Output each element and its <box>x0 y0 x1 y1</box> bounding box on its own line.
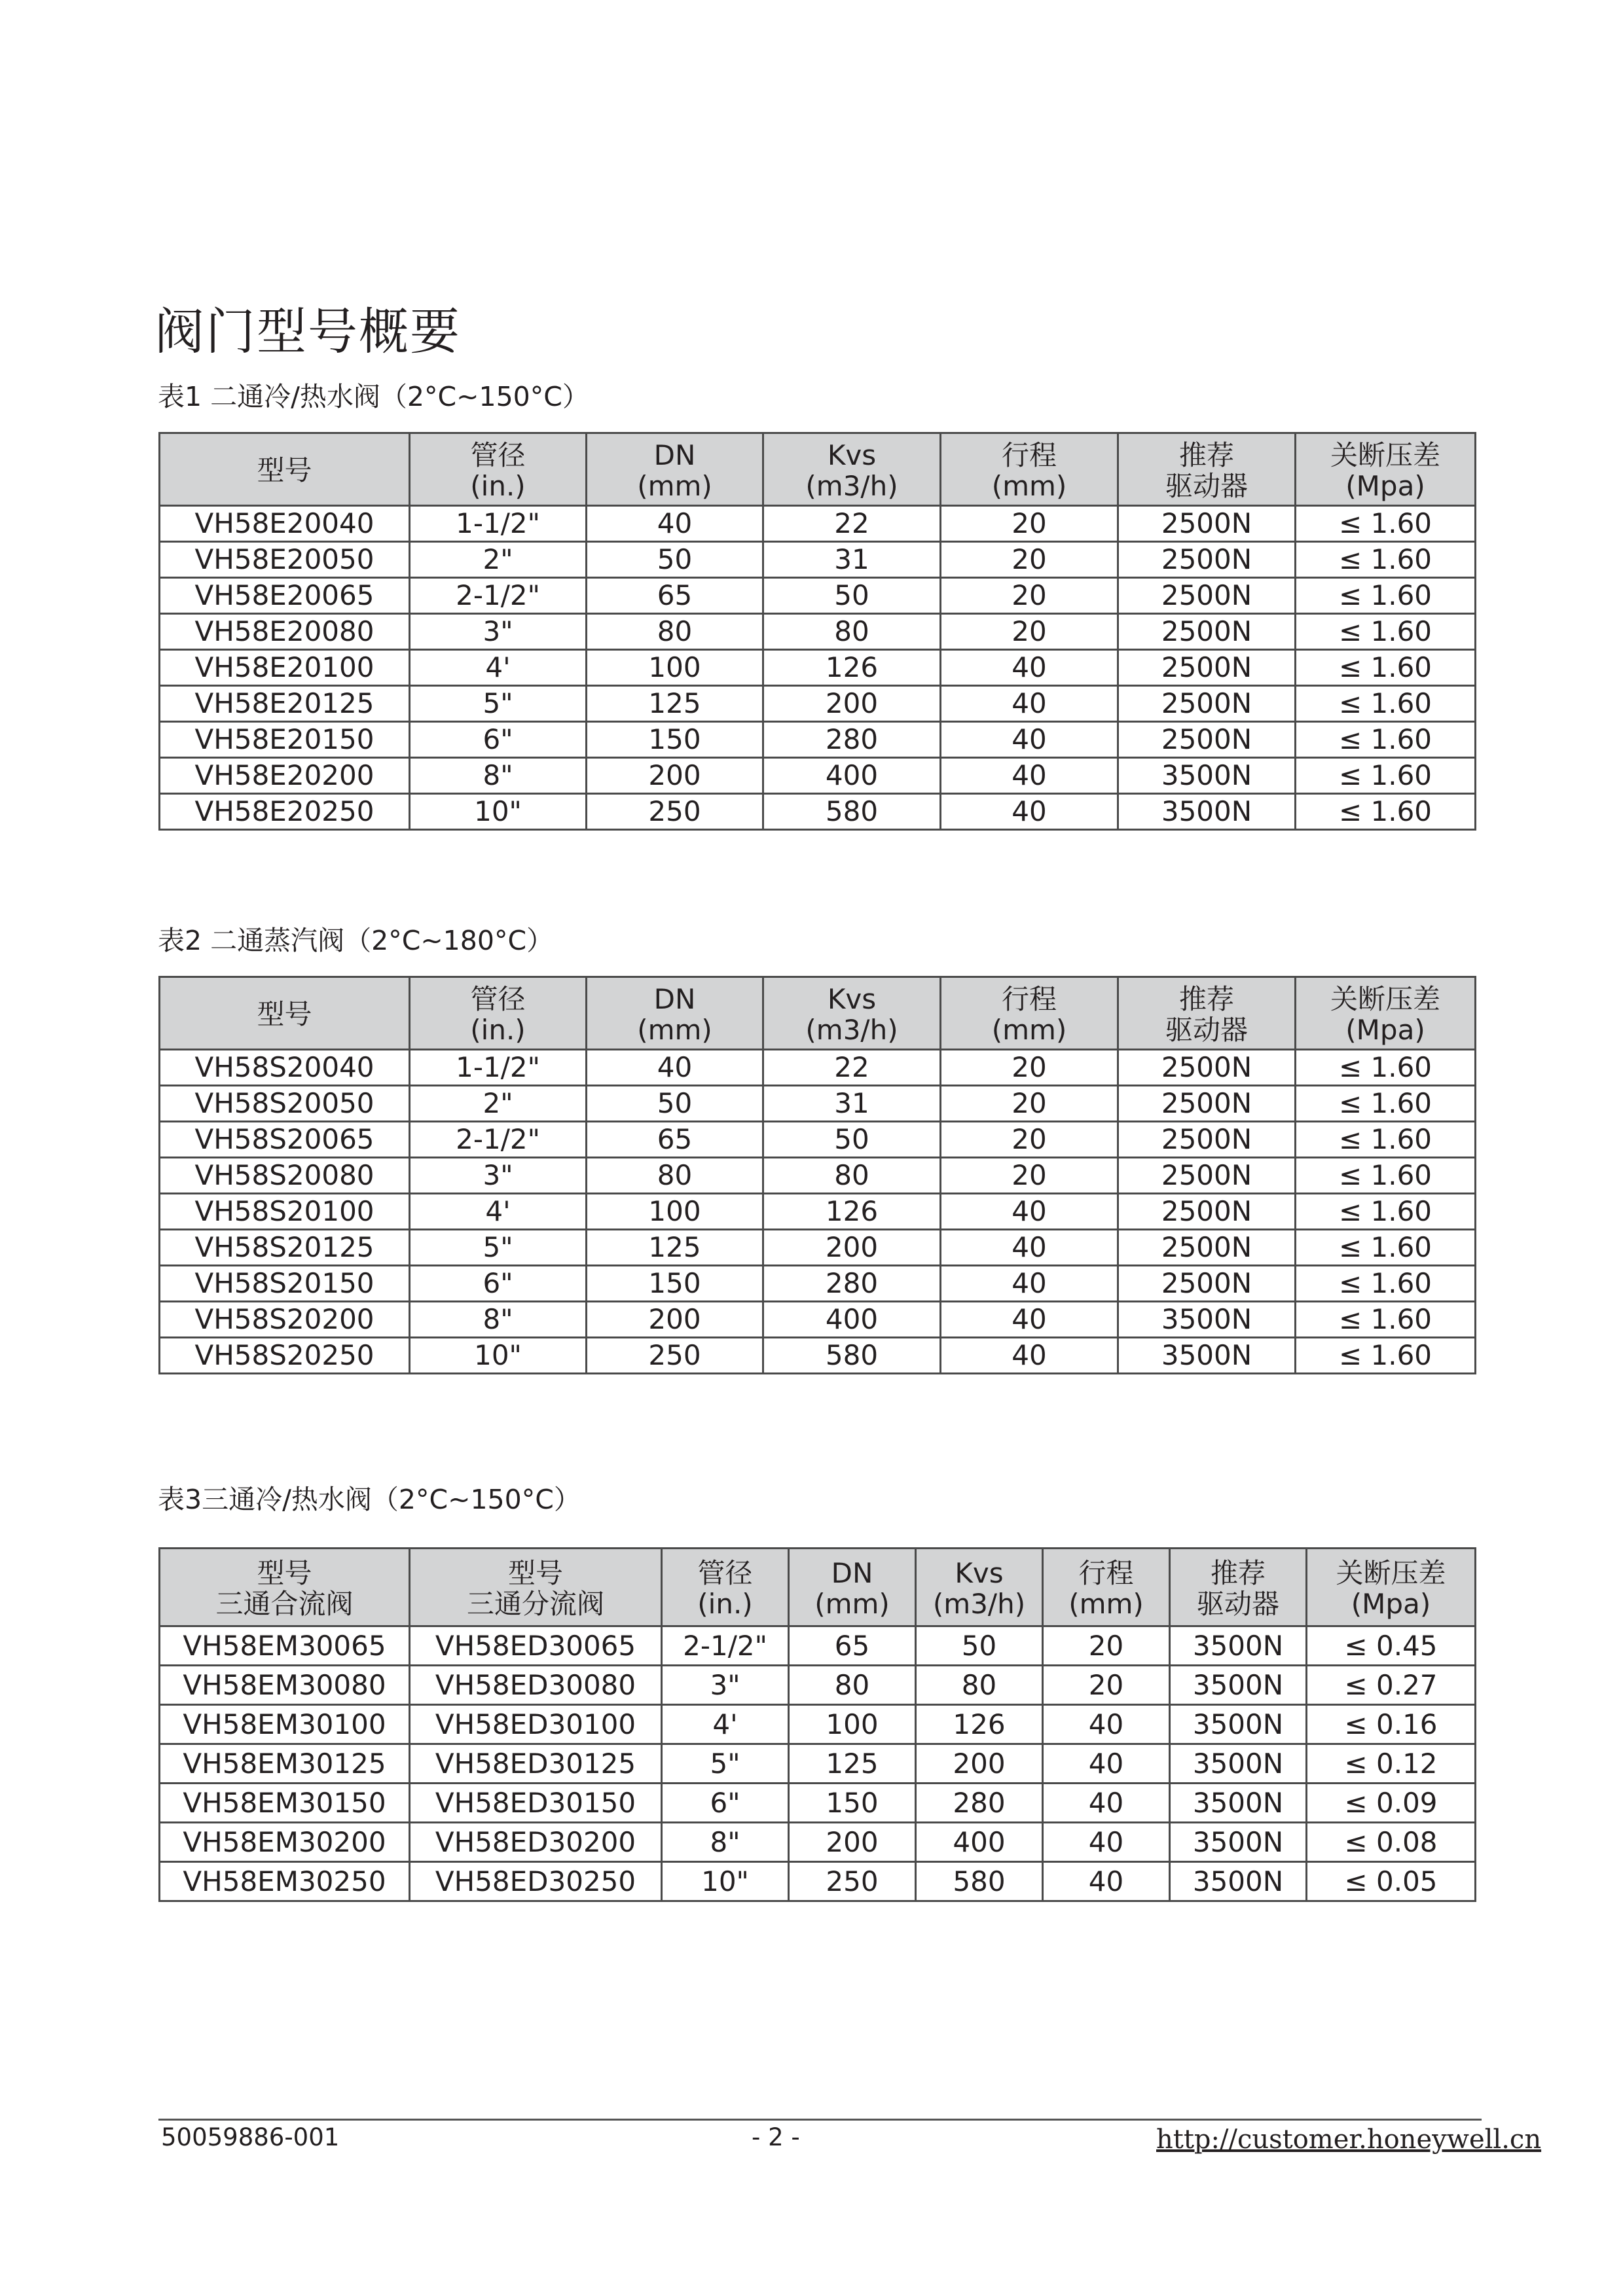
table-cell: 20 <box>1043 1666 1170 1705</box>
table-cell: ≤ 1.60 <box>1296 1158 1476 1194</box>
table-cell: ≤ 1.60 <box>1296 1050 1476 1086</box>
table-cell: 10" <box>410 1338 587 1374</box>
table-header <box>160 977 1476 1050</box>
table-cell: ≤ 0.12 <box>1307 1744 1476 1784</box>
table-cell: 80 <box>587 1158 763 1194</box>
table-header <box>160 1549 1476 1626</box>
table-cell: VH58S20040 <box>160 1050 410 1086</box>
column-header-text: 管径 <box>470 439 526 471</box>
table-cell: 3500N <box>1170 1744 1307 1784</box>
table-cell: VH58S20125 <box>160 1230 410 1266</box>
table-cell: VH58E20100 <box>160 650 410 686</box>
table-cell: 200 <box>789 1823 916 1862</box>
table-cell: VH58E20050 <box>160 542 410 578</box>
column-header-text: 型号 <box>507 1556 563 1589</box>
column-header-text: (mm) <box>991 470 1067 502</box>
table-cell: ≤ 1.60 <box>1296 506 1476 542</box>
table-cell: ≤ 1.60 <box>1296 1230 1476 1266</box>
table-cell: 3500N <box>1170 1862 1307 1901</box>
table-cell: 10" <box>410 794 587 830</box>
table-cell: VH58ED30125 <box>410 1744 662 1784</box>
table-cell: 2500N <box>1118 578 1296 614</box>
column-header <box>1043 1549 1170 1626</box>
column-header <box>789 1549 916 1626</box>
column-header-text: Kvs <box>827 439 877 471</box>
table-cell: 80 <box>789 1666 916 1705</box>
column-header-text: (in.) <box>697 1588 753 1620</box>
table-cell: 3500N <box>1170 1626 1307 1666</box>
table-cell: VH58EM30100 <box>160 1705 410 1744</box>
table-row <box>160 722 1476 758</box>
table-row <box>160 1666 1476 1705</box>
table-cell: ≤ 1.60 <box>1296 758 1476 794</box>
table-cell: 3500N <box>1170 1823 1307 1862</box>
table-2-caption: 表2 二通蒸汽阀（2°C~180°C） <box>158 925 554 956</box>
table-cell: ≤ 0.45 <box>1307 1626 1476 1666</box>
table-row <box>160 1158 1476 1194</box>
website-link[interactable]: http://customer.honeywell.cn <box>1156 2125 1542 2155</box>
header-row <box>160 977 1476 1050</box>
column-header <box>1118 977 1296 1050</box>
table-row <box>160 1086 1476 1122</box>
table-cell: VH58E20125 <box>160 686 410 722</box>
table-cell: 50 <box>587 1086 763 1122</box>
table-cell: 2500N <box>1118 542 1296 578</box>
column-header-text: DN <box>653 982 696 1015</box>
column-header-text: 管径 <box>470 982 526 1015</box>
table-cell: 20 <box>941 1086 1118 1122</box>
table-cell: 280 <box>763 1266 941 1302</box>
table-cell: VH58EM30150 <box>160 1784 410 1823</box>
table-cell: 2-1/2" <box>662 1626 789 1666</box>
table-cell: 20 <box>941 1050 1118 1086</box>
column-header <box>160 433 410 506</box>
table-cell: ≤ 1.60 <box>1296 722 1476 758</box>
table-cell: 200 <box>916 1744 1043 1784</box>
column-header <box>1118 433 1296 506</box>
column-header <box>410 1549 662 1626</box>
column-header <box>1307 1549 1476 1626</box>
table-cell: ≤ 1.60 <box>1296 1086 1476 1122</box>
table-cell: 2500N <box>1118 1122 1296 1158</box>
column-header <box>410 433 587 506</box>
column-header <box>763 977 941 1050</box>
table-cell: ≤ 1.60 <box>1296 686 1476 722</box>
table-cell: 40 <box>941 1194 1118 1230</box>
table-cell: VH58E20080 <box>160 614 410 650</box>
table-cell: VH58ED30100 <box>410 1705 662 1744</box>
table-cell: 100 <box>587 1194 763 1230</box>
table-cell: 2500N <box>1118 506 1296 542</box>
column-header <box>662 1549 789 1626</box>
table-cell: 150 <box>587 1266 763 1302</box>
table-cell: VH58EM30125 <box>160 1744 410 1784</box>
table-row <box>160 686 1476 722</box>
column-header-text: (m3/h) <box>805 1014 898 1046</box>
table-cell: 31 <box>763 542 941 578</box>
table-cell: VH58ED30250 <box>410 1862 662 1901</box>
table-cell: ≤ 0.27 <box>1307 1666 1476 1705</box>
column-header <box>587 433 763 506</box>
table-cell: 2-1/2" <box>410 1122 587 1158</box>
table-cell: 65 <box>789 1626 916 1666</box>
table-cell: 280 <box>916 1784 1043 1823</box>
column-header-text: 推荐 <box>1178 982 1234 1015</box>
table-cell: ≤ 1.60 <box>1296 1302 1476 1338</box>
column-header-text: Kvs <box>955 1556 1004 1589</box>
table-row <box>160 1266 1476 1302</box>
column-header-text: (mm) <box>991 1014 1067 1046</box>
table-cell: 6" <box>410 722 587 758</box>
table-cell: 40 <box>1043 1784 1170 1823</box>
page-title: 阀门型号概要 <box>155 302 461 361</box>
table-cell: ≤ 1.60 <box>1296 578 1476 614</box>
table-cell: 400 <box>916 1823 1043 1862</box>
table-cell: 3" <box>662 1666 789 1705</box>
column-header-text: (in.) <box>470 470 526 502</box>
column-header-text: 驱动器 <box>1196 1588 1279 1620</box>
table-row <box>160 506 1476 542</box>
table-cell: 3500N <box>1170 1666 1307 1705</box>
table-cell: VH58ED30200 <box>410 1823 662 1862</box>
table-row <box>160 1230 1476 1266</box>
table-cell: 20 <box>941 1158 1118 1194</box>
column-header-text: (mm) <box>637 1014 712 1046</box>
table-cell: 40 <box>941 1302 1118 1338</box>
table-cell: ≤ 1.60 <box>1296 1122 1476 1158</box>
table-cell: 3500N <box>1170 1705 1307 1744</box>
column-header-text: 推荐 <box>1210 1556 1266 1589</box>
column-header <box>763 433 941 506</box>
table-cell: 250 <box>789 1862 916 1901</box>
header-row <box>160 1549 1476 1626</box>
table-row <box>160 1705 1476 1744</box>
table-cell: 10" <box>662 1862 789 1901</box>
table-cell: 200 <box>587 1302 763 1338</box>
table-cell: 80 <box>587 614 763 650</box>
table-cell: 80 <box>916 1666 1043 1705</box>
table-cell: 2500N <box>1118 686 1296 722</box>
table-cell: 40 <box>941 758 1118 794</box>
column-header-text: 型号 <box>257 454 312 487</box>
table-cell: VH58S20065 <box>160 1122 410 1158</box>
table-cell: VH58ED30150 <box>410 1784 662 1823</box>
table-cell: 125 <box>587 1230 763 1266</box>
column-header-text: 型号 <box>257 1556 312 1589</box>
table-cell: 126 <box>763 1194 941 1230</box>
column-header-text: 驱动器 <box>1165 1014 1248 1046</box>
table-row <box>160 1302 1476 1338</box>
page-number: - 2 - <box>752 2123 800 2151</box>
table-cell: 40 <box>1043 1744 1170 1784</box>
document-number: 50059886-001 <box>161 2123 340 2151</box>
column-header-text: 管径 <box>697 1556 753 1589</box>
table-cell: 20 <box>941 1122 1118 1158</box>
table-cell: 5" <box>662 1744 789 1784</box>
table-cell: 6" <box>662 1784 789 1823</box>
table-cell: ≤ 1.60 <box>1296 650 1476 686</box>
table-cell: ≤ 1.60 <box>1296 1266 1476 1302</box>
table-cell: 100 <box>587 650 763 686</box>
table-cell: 40 <box>941 686 1118 722</box>
column-header-text: (in.) <box>470 1014 526 1046</box>
table-cell: 50 <box>916 1626 1043 1666</box>
table-cell: 4' <box>410 1194 587 1230</box>
table-2 <box>158 976 1476 1374</box>
table-cell: 126 <box>763 650 941 686</box>
column-header <box>941 977 1118 1050</box>
table-cell: 126 <box>916 1705 1043 1744</box>
table-row <box>160 650 1476 686</box>
table-cell: 65 <box>587 578 763 614</box>
table-row <box>160 1194 1476 1230</box>
column-header-text: 关断压差 <box>1336 1556 1446 1589</box>
table-cell: ≤ 0.16 <box>1307 1705 1476 1744</box>
table-cell: 580 <box>763 1338 941 1374</box>
table-cell: 2-1/2" <box>410 578 587 614</box>
table-cell: VH58S20200 <box>160 1302 410 1338</box>
table-cell: 580 <box>916 1862 1043 1901</box>
table-cell: ≤ 0.05 <box>1307 1862 1476 1901</box>
table-cell: 50 <box>587 542 763 578</box>
column-header-text: 关断压差 <box>1330 982 1440 1015</box>
table-cell: VH58E20065 <box>160 578 410 614</box>
header-row <box>160 433 1476 506</box>
column-header-text: (mm) <box>637 470 712 502</box>
table-cell: 40 <box>1043 1705 1170 1744</box>
table-3-caption: 表3三通冷/热水阀（2°C~150°C） <box>158 1484 581 1515</box>
table-cell: 20 <box>1043 1626 1170 1666</box>
column-header-text: (m3/h) <box>805 470 898 502</box>
table-cell: 6" <box>410 1266 587 1302</box>
table-cell: 125 <box>789 1744 916 1784</box>
table-cell: ≤ 1.60 <box>1296 1194 1476 1230</box>
column-header <box>1170 1549 1307 1626</box>
table-cell: 3500N <box>1118 758 1296 794</box>
table-cell: VH58ED30080 <box>410 1666 662 1705</box>
column-header-text: 三通合流阀 <box>215 1588 354 1620</box>
table-cell: 31 <box>763 1086 941 1122</box>
table-cell: 250 <box>587 1338 763 1374</box>
table-3 <box>158 1547 1476 1902</box>
table-cell: 100 <box>789 1705 916 1744</box>
table-1 <box>158 432 1476 831</box>
column-header-text: (mm) <box>814 1588 890 1620</box>
table-cell: VH58S20080 <box>160 1158 410 1194</box>
table-cell: VH58E20200 <box>160 758 410 794</box>
table-cell: 200 <box>763 1230 941 1266</box>
column-header-text: 行程 <box>1001 439 1057 471</box>
column-header-text: 行程 <box>1001 982 1057 1015</box>
table-row <box>160 542 1476 578</box>
table-cell: 3500N <box>1118 794 1296 830</box>
table-cell: VH58E20040 <box>160 506 410 542</box>
column-header <box>1296 977 1476 1050</box>
table-cell: 40 <box>1043 1862 1170 1901</box>
column-header-text: 型号 <box>257 998 312 1031</box>
table-cell: 580 <box>763 794 941 830</box>
table-cell: 80 <box>763 1158 941 1194</box>
column-header <box>1296 433 1476 506</box>
table-cell: 280 <box>763 722 941 758</box>
table-cell: ≤ 1.60 <box>1296 1338 1476 1374</box>
table-cell: VH58EM30065 <box>160 1626 410 1666</box>
table-row <box>160 1862 1476 1901</box>
column-header <box>160 977 410 1050</box>
table-cell: 2500N <box>1118 1158 1296 1194</box>
column-header-text: 行程 <box>1078 1556 1134 1589</box>
table-cell: 2500N <box>1118 614 1296 650</box>
table-cell: 8" <box>410 1302 587 1338</box>
column-header-text: DN <box>831 1556 873 1589</box>
table-cell: 40 <box>1043 1823 1170 1862</box>
table-cell: ≤ 1.60 <box>1296 614 1476 650</box>
table-cell: 40 <box>941 1230 1118 1266</box>
table-row <box>160 1784 1476 1823</box>
table-cell: 1-1/2" <box>410 506 587 542</box>
table-cell: 150 <box>587 722 763 758</box>
table-cell: 200 <box>587 758 763 794</box>
table-cell: 2500N <box>1118 1050 1296 1086</box>
table-cell: VH58ED30065 <box>410 1626 662 1666</box>
table-cell: 4' <box>410 650 587 686</box>
table-cell: 40 <box>941 650 1118 686</box>
table-cell: 40 <box>941 794 1118 830</box>
table-cell: 2500N <box>1118 1194 1296 1230</box>
table-cell: 40 <box>941 1338 1118 1374</box>
table-cell: 400 <box>763 1302 941 1338</box>
column-header <box>916 1549 1043 1626</box>
column-header-text: (mm) <box>1068 1588 1144 1620</box>
table-cell: 2500N <box>1118 1086 1296 1122</box>
table-cell: VH58E20150 <box>160 722 410 758</box>
table-cell: 125 <box>587 686 763 722</box>
table-cell: 20 <box>941 506 1118 542</box>
column-header-text: (Mpa) <box>1345 1014 1425 1046</box>
table-cell: VH58S20150 <box>160 1266 410 1302</box>
table-cell: 22 <box>763 1050 941 1086</box>
table-cell: 250 <box>587 794 763 830</box>
table-cell: 2" <box>410 1086 587 1122</box>
table-cell: 8" <box>410 758 587 794</box>
column-header-text: 推荐 <box>1178 439 1234 471</box>
table-cell: 40 <box>587 1050 763 1086</box>
table-cell: 400 <box>763 758 941 794</box>
column-header-text: Kvs <box>827 982 877 1015</box>
table-cell: ≤ 1.60 <box>1296 794 1476 830</box>
table-header <box>160 433 1476 506</box>
table-cell: VH58S20100 <box>160 1194 410 1230</box>
table-cell: 5" <box>410 1230 587 1266</box>
column-header-text: 关断压差 <box>1330 439 1440 471</box>
table-cell: VH58S20050 <box>160 1086 410 1122</box>
column-header-text: DN <box>653 439 696 471</box>
table-row <box>160 578 1476 614</box>
table-row <box>160 1338 1476 1374</box>
column-header-text: (Mpa) <box>1351 1588 1431 1620</box>
table-1-caption: 表1 二通冷/热水阀（2°C~150°C） <box>158 381 589 412</box>
table-cell: 150 <box>789 1784 916 1823</box>
table-cell: 2500N <box>1118 722 1296 758</box>
table-row <box>160 1122 1476 1158</box>
table-cell: 1-1/2" <box>410 1050 587 1086</box>
table-row <box>160 1823 1476 1862</box>
table-cell: 3500N <box>1170 1784 1307 1823</box>
table-cell: 2500N <box>1118 1266 1296 1302</box>
table-cell: 50 <box>763 1122 941 1158</box>
table-cell: 40 <box>941 1266 1118 1302</box>
table-row <box>160 794 1476 830</box>
table-cell: 2" <box>410 542 587 578</box>
table-cell: VH58EM30200 <box>160 1823 410 1862</box>
table-cell: VH58S20250 <box>160 1338 410 1374</box>
table-cell: 50 <box>763 578 941 614</box>
table-cell: 20 <box>941 542 1118 578</box>
table-row <box>160 1744 1476 1784</box>
column-header <box>587 977 763 1050</box>
table-cell: 20 <box>941 614 1118 650</box>
table-cell: 65 <box>587 1122 763 1158</box>
column-header-text: (m3/h) <box>932 1588 1026 1620</box>
column-header <box>941 433 1118 506</box>
table-row <box>160 1626 1476 1666</box>
table-cell: VH58E20250 <box>160 794 410 830</box>
table-row <box>160 1050 1476 1086</box>
table-cell: 3" <box>410 614 587 650</box>
table-row <box>160 614 1476 650</box>
table-cell: 80 <box>763 614 941 650</box>
table-cell: 200 <box>763 686 941 722</box>
table-row <box>160 758 1476 794</box>
table-cell: 3500N <box>1118 1302 1296 1338</box>
table-cell: 3" <box>410 1158 587 1194</box>
column-header <box>160 1549 410 1626</box>
table-cell: ≤ 0.08 <box>1307 1823 1476 1862</box>
table-cell: VH58EM30080 <box>160 1666 410 1705</box>
table-cell: 8" <box>662 1823 789 1862</box>
table-cell: 22 <box>763 506 941 542</box>
column-header <box>410 977 587 1050</box>
table-cell: VH58EM30250 <box>160 1862 410 1901</box>
column-header-text: 驱动器 <box>1165 470 1248 502</box>
table-cell: 4' <box>662 1705 789 1744</box>
table-cell: 2500N <box>1118 1230 1296 1266</box>
table-cell: 40 <box>587 506 763 542</box>
table-cell: 3500N <box>1118 1338 1296 1374</box>
column-header-text: 三通分流阀 <box>466 1588 604 1620</box>
column-header-text: (Mpa) <box>1345 470 1425 502</box>
table-cell: 2500N <box>1118 650 1296 686</box>
footer-divider <box>158 2119 1482 2121</box>
table-cell: ≤ 1.60 <box>1296 542 1476 578</box>
table-cell: 40 <box>941 722 1118 758</box>
table-cell: 5" <box>410 686 587 722</box>
table-cell: 20 <box>941 578 1118 614</box>
table-cell: ≤ 0.09 <box>1307 1784 1476 1823</box>
